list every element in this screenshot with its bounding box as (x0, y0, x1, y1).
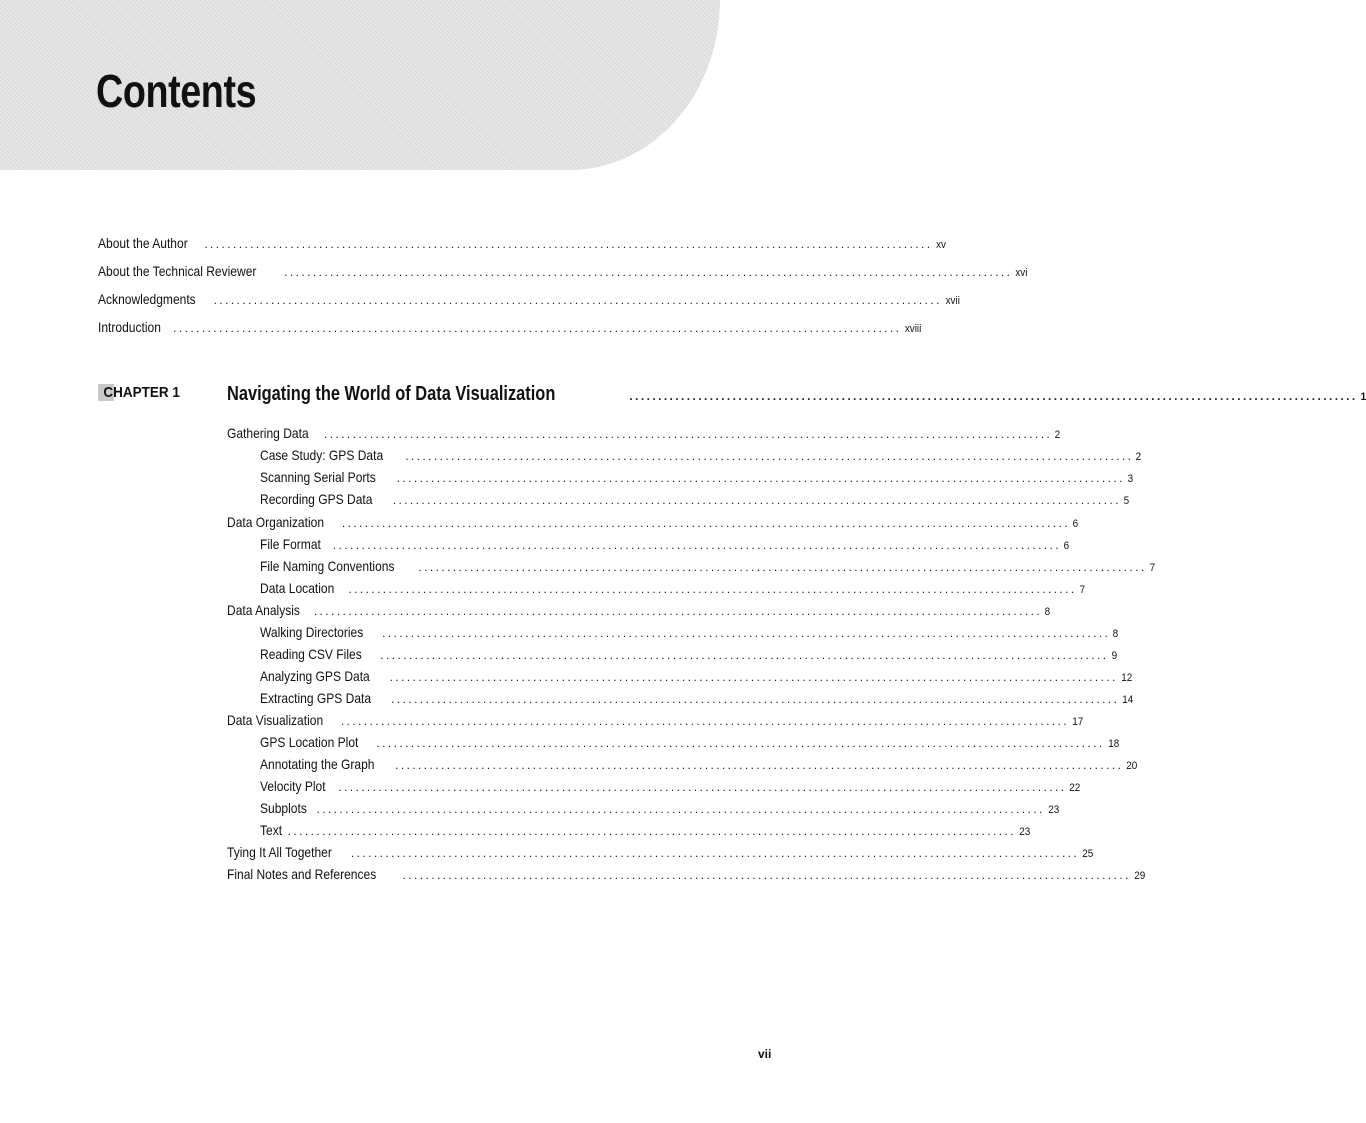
toc-label: About the Author (98, 235, 188, 251)
toc-page-number: 12 (1121, 672, 1133, 684)
toc-subsection[interactable] (260, 755, 1138, 773)
toc-front-technical-reviewer[interactable] (98, 262, 1028, 280)
toc-subsection[interactable] (260, 689, 1134, 707)
toc-page-number: 6 (1063, 540, 1070, 552)
toc-label: Data Analysis (227, 602, 300, 618)
toc-section[interactable] (227, 843, 1094, 861)
dot-leader: ............................................................................................................................... (396, 471, 1125, 485)
toc-page-number: 5 (1123, 495, 1130, 507)
toc-page-number: 22 (1069, 782, 1081, 794)
toc-label: Annotating the Graph (260, 756, 375, 772)
toc-label: Gathering Data (227, 425, 309, 441)
toc-page-number: 1 (1360, 391, 1366, 403)
toc-page-number: 2 (1054, 429, 1061, 441)
toc-label: About the Technical Reviewer (98, 263, 257, 279)
dot-leader: ............................................................................................................................... (392, 493, 1121, 507)
toc-page-number: xvii (945, 295, 960, 307)
toc-subsection[interactable] (260, 821, 1031, 839)
toc-section[interactable] (227, 711, 1084, 729)
toc-subsection[interactable] (260, 777, 1081, 795)
toc-label: Analyzing GPS Data (260, 668, 370, 684)
dot-leader: ............................................................................................................................... (284, 265, 1013, 279)
dot-leader: ............................................................................................................................... (389, 670, 1118, 684)
dot-leader: ............................................................................................................................... (380, 648, 1109, 662)
toc-label: File Naming Conventions (260, 558, 395, 574)
toc-page-number: 8 (1044, 606, 1051, 618)
toc-label: Final Notes and References (227, 866, 377, 882)
toc-page-number: 23 (1019, 826, 1031, 838)
dot-leader: ............................................................................................................................... (341, 516, 1071, 530)
dot-leader: ............................................................................................................................... (338, 780, 1067, 794)
toc-page-number: 7 (1079, 584, 1085, 596)
toc-page-number: 8 (1112, 628, 1119, 640)
toc-label: Walking Directories (260, 624, 364, 640)
toc-page-number: 20 (1126, 760, 1138, 772)
toc-subsection[interactable] (260, 733, 1119, 751)
toc-subsection[interactable] (260, 667, 1133, 685)
toc-page-number: 6 (1072, 518, 1079, 530)
toc-label: Tying It All Together (227, 844, 332, 860)
toc-section[interactable] (227, 865, 1146, 883)
toc-front-introduction[interactable] (98, 318, 922, 336)
toc-page-number: xvi (1015, 267, 1028, 279)
toc-subsection[interactable] (260, 799, 1059, 817)
toc-subsection[interactable] (260, 468, 1133, 486)
toc-front-acknowledgments[interactable] (98, 290, 960, 308)
toc-page-number: 23 (1047, 804, 1059, 816)
toc-label: Data Visualization (227, 712, 324, 728)
toc-label: Acknowledgments (98, 291, 196, 307)
toc-subsection[interactable] (260, 623, 1119, 641)
dot-leader: ............................................................................................................................... (376, 736, 1105, 750)
dot-leader: ............................................................................................................................... (340, 714, 1070, 728)
toc-subsection[interactable] (260, 535, 1070, 553)
chapter-title: Navigating the World of Data Visualization (227, 383, 556, 405)
toc-section[interactable] (227, 424, 1061, 442)
toc-page-number: 3 (1127, 473, 1133, 485)
dot-leader: ............................................................................................................................... (287, 824, 1016, 838)
dot-leader: ............................................................................................................................... (382, 626, 1111, 640)
page-title: Contents (96, 65, 257, 117)
page-folio: vii (758, 1047, 772, 1061)
toc-chapter-title[interactable] (227, 382, 1366, 406)
dot-leader: ............................................................................................................................... (173, 321, 902, 335)
toc-label: Velocity Plot (260, 778, 326, 794)
dot-leader: ............................................................................................................................... (348, 582, 1077, 596)
toc-page-number: xv (935, 239, 946, 251)
toc-page-number: 25 (1082, 848, 1094, 860)
toc-label: Case Study: GPS Data (260, 447, 384, 463)
dot-leader: ............................................................................................................................... (402, 868, 1131, 882)
toc-label: Scanning Serial Ports (260, 469, 376, 485)
toc-section[interactable] (227, 601, 1051, 619)
toc-subsection[interactable] (260, 557, 1155, 575)
toc-section[interactable] (227, 513, 1079, 531)
toc-page-number: xviii (905, 323, 922, 335)
toc-label: Data Location (260, 580, 335, 596)
dot-leader: ............................................................................................................................... (629, 389, 1358, 403)
dot-leader: ............................................................................................................................... (323, 427, 1053, 441)
dot-leader: ............................................................................................................................... (391, 692, 1120, 706)
dot-leader: ............................................................................................................................... (418, 560, 1147, 574)
toc-page-number: 18 (1107, 738, 1119, 750)
toc-subsection[interactable] (260, 490, 1130, 508)
dot-leader: ............................................................................................................................... (213, 293, 942, 307)
toc-label: Text (260, 822, 283, 838)
toc-page-number: 29 (1133, 870, 1146, 882)
dot-leader: ............................................................................................................................... (350, 846, 1080, 860)
dot-leader: ............................................................................................................................... (316, 802, 1045, 816)
dot-leader: ............................................................................................................................... (332, 538, 1062, 552)
toc-page-number: 2 (1136, 451, 1142, 463)
toc-page-number: 7 (1149, 562, 1155, 574)
toc-label: File Format (260, 536, 321, 552)
toc-subsection[interactable] (260, 645, 1117, 663)
toc-label: Reading CSV Files (260, 646, 362, 662)
toc-page-number: 9 (1111, 650, 1117, 662)
toc-label: Subplots (260, 800, 307, 816)
toc-page-number: 14 (1122, 694, 1134, 706)
toc-label: Data Organization (227, 514, 325, 530)
dot-leader: ............................................................................................................................... (313, 604, 1043, 618)
dot-leader: ............................................................................................................................... (405, 449, 1134, 463)
toc-label: GPS Location Plot (260, 734, 359, 750)
toc-label: Extracting GPS Data (260, 690, 372, 706)
dot-leader: ............................................................................................................................... (395, 758, 1124, 772)
toc-subsection[interactable] (260, 579, 1085, 597)
chapter-label: CHAPTER 1 (98, 384, 180, 401)
dot-leader: ............................................................................................................................... (204, 237, 933, 251)
toc-label: Recording GPS Data (260, 491, 373, 507)
toc-label: Introduction (98, 319, 161, 335)
toc-page-number: 17 (1072, 716, 1084, 728)
toc-subsection[interactable] (260, 446, 1142, 464)
toc-front-about-author[interactable] (98, 234, 946, 252)
